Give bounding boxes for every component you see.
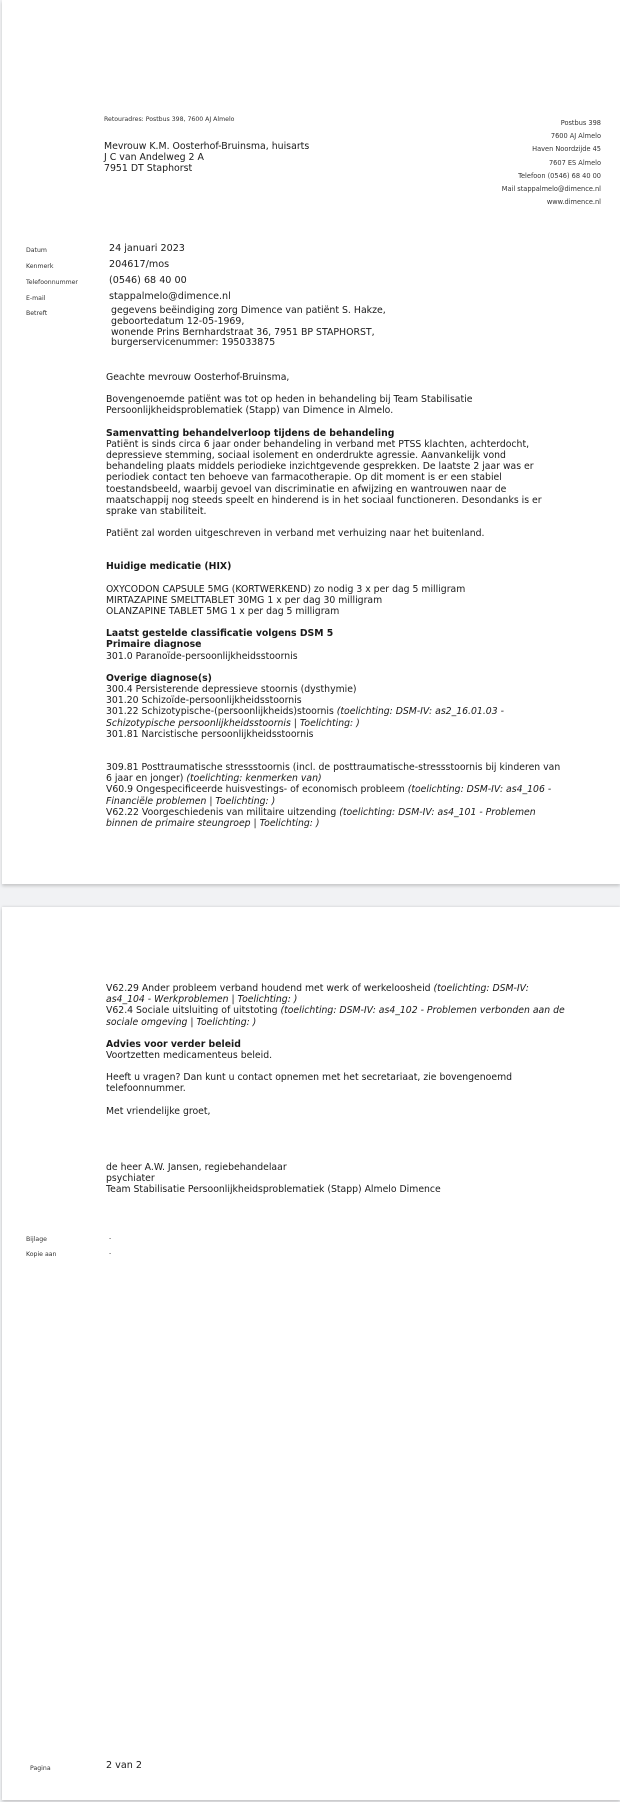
diagnosis-item [106, 729, 566, 740]
recipient-address [104, 141, 309, 175]
summary-line: sprake van stabiliteit. [106, 506, 207, 518]
medication-item: MIRTAZAPINE SMELTTABLET 30MG 1 x per dag 30 milligram [106, 594, 383, 606]
medication-item: OXYCODON CAPSULE 5MG (KORTWERKEND) zo nodig 3 x per dag 5 milligram [106, 583, 466, 595]
diagnosis-item [106, 762, 566, 784]
signature-line: Team Stabilisatie Persoonlijkheidsproblematiek (Stapp) Almelo Dimence [106, 1184, 441, 1196]
summary-line: periodiek contact ten behoeve van farmacotherapie. Op dit moment is er een stabiel [106, 472, 502, 484]
summary-line: behandeling plaats middels periodieke inzichtgevende gesprekken. De laatste 2 jaar was er [106, 461, 534, 473]
betreft-line: gegevens beëindiging zorg Dimence van patiënt S. Hakze, [111, 305, 386, 316]
summary-line: toestandsbeeld, waarbij gevoel van discriminatie en afwijzing en wantrouwen naar de [106, 483, 507, 495]
diagnosis-item [106, 983, 566, 1005]
diagnosis-text: 300.4 Persisterende depressieve stoornis (dysthymie) [106, 684, 357, 696]
sender-line: Haven Noordzijde 45 [532, 145, 601, 154]
diagnosis-note: (toelichting: DSM-IV: as4_104 - Werkproblemen | Toelichting: ) [106, 983, 529, 1006]
classification-heading: Laatst gestelde classificatie volgens DSM 5 [106, 628, 334, 640]
discharge-text: Patiënt zal worden uitgeschreven in verband met verhuizing naar het buitenland. [106, 528, 485, 540]
betreft-value [111, 306, 386, 349]
diagnosis-note: (toelichting: DSM-IV: as4_102 - Problemen verbonden aan de sociale omgeving | Toelichting: ) [106, 1005, 565, 1028]
sender-line: Mail stappalmelo@dimence.nl [501, 185, 601, 194]
summary-heading: Samenvatting behandelverloop tijdens de behandeling [106, 427, 395, 439]
summary-line: maatschappij nog steeds speelt en hinderend is in het sociaal functioneren. Desondanks is er [106, 494, 542, 506]
recipient-line: J C van Andelweg 2 A [104, 152, 204, 164]
advice-heading: Advies voor verder beleid [106, 1038, 241, 1050]
datum-value: 24 januari 2023 [109, 243, 185, 254]
diagnosis-item [106, 807, 566, 829]
diagnosis-text: 301.81 Narcistische persoonlijkheidsstoornis [106, 728, 314, 740]
advice-text: Voortzetten medicamenteus beleid. [106, 1050, 273, 1062]
sender-website-link[interactable]: www.dimence.nl [546, 198, 601, 207]
primary-diagnosis-heading: Primaire diagnose [106, 639, 202, 651]
page-number: 2 van 2 [106, 1760, 142, 1771]
questions-text: Heeft u vragen? Dan kunt u contact opnemen met het secretariaat, zie bovengenoemd telefoonnummer. [106, 1072, 513, 1095]
bijlage-value: - [109, 1235, 112, 1242]
sender-line: 7607 ES Almelo [548, 158, 601, 167]
sender-line: Telefoon (0546) 68 40 00 [518, 171, 601, 180]
closing: Met vriendelijke groet, [106, 1105, 211, 1117]
intro-line: Bovengenoemde patiënt was tot op heden in behandeling bij Team Stabilisatie [106, 394, 473, 406]
betreft-label: Betreft [26, 310, 48, 317]
recipient-line: Mevrouw K.M. Oosterhof-Bruinsma, huisarts [104, 141, 310, 152]
primary-diagnosis: 301.0 Paranoïde-persoonlijkheidsstoornis [106, 650, 298, 662]
summary-line: depressieve stemming, sociaal isolement en onderdrukte agressie. Aanvankelijk vond [106, 450, 506, 462]
sender-line: 7600 AJ Almelo [550, 132, 601, 141]
signature-line: de heer A.W. Jansen, regiebehandelaar [106, 1161, 287, 1173]
intro-line: Persoonlijkheidsproblematiek (Stapp) van Dimence in Almelo. [106, 405, 394, 417]
telefoon-value: (0546) 68 40 00 [109, 275, 187, 286]
email-label: E-mail [26, 295, 46, 302]
kopie-label: Kopie aan [26, 1251, 57, 1258]
datum-label: Datum [26, 247, 47, 254]
kenmerk-label: Kenmerk [26, 263, 54, 270]
email-link[interactable]: stappalmelo@dimence.nl [109, 291, 231, 302]
medication-heading: Huidige medicatie (HIX) [106, 561, 232, 573]
kenmerk-value: 204617/mos [109, 259, 170, 270]
pagina-label: Pagina [30, 1765, 51, 1772]
bijlage-label: Bijlage [26, 1236, 47, 1243]
other-diagnoses-heading: Overige diagnose(s) [106, 672, 212, 684]
diagnosis-item [106, 695, 566, 706]
betreft-line: geboortedatum 12-05-1969, [111, 315, 245, 327]
diagnosis-item [106, 706, 566, 728]
kopie-value: - [109, 1250, 112, 1257]
diagnosis-text: V60.9 Ongespecificeerde huisvestings- of economisch probleem [106, 784, 408, 796]
medication-item: OLANZAPINE TABLET 5MG 1 x per dag 5 milligram [106, 606, 340, 618]
betreft-line: burgerservicenummer: 195033875 [111, 337, 276, 349]
document-page-1 [2, 0, 620, 884]
diagnosis-text: 301.20 Schizoïde-persoonlijkheidsstoornis [106, 695, 302, 707]
summary-line: Patiënt is sinds circa 6 jaar onder behandeling in verband met PTSS klachten, achterdocht, [106, 438, 530, 450]
diagnosis-text: 309.81 Posttraumatische stressstoornis (incl. de posttraumatische-stressstoornis bij kinderen van 6 jaar en jonger) [106, 762, 561, 785]
betreft-line: wonende Prins Bernhardstraat 36, 7951 BP STAPHORST, [111, 326, 375, 338]
diagnosis-item [106, 784, 566, 806]
sender-block [381, 117, 601, 209]
return-address: Retouradres: Postbus 398, 7600 AJ Almelo [104, 116, 235, 123]
diagnosis-item [106, 1005, 566, 1027]
diagnosis-item [106, 684, 566, 695]
diagnosis-note: (toelichting: DSM-IV: as4_106 - Financiële problemen | Toelichting: ) [106, 784, 552, 807]
diagnosis-text: V62.22 Voorgeschiedenis van militaire uitzending [106, 806, 340, 818]
letter-body [106, 372, 566, 829]
recipient-line: 7951 DT Staphorst [104, 163, 193, 175]
diagnosis-note: (toelichting: DSM-IV: as4_101 - Problemen binnen de primaire steungroep | Toelichting: ) [106, 806, 536, 830]
diagnosis-text: V62.4 Sociale uitsluiting of uitstoting [106, 1005, 281, 1017]
signature-line: psychiater [106, 1173, 155, 1185]
telefoon-label: Telefoonnummer [26, 279, 78, 286]
diagnosis-note: (toelichting: DSM-IV: as2_16.01.03 - Schizotypische persoonlijkheidsstoornis | Toelichting: ) [106, 706, 504, 729]
salutation: Geachte mevrouw Oosterhof-Bruinsma, [106, 372, 290, 383]
diagnosis-text: V62.29 Ander probleem verband houdend met werk of werkeloosheid [106, 983, 434, 994]
letter-body-continued [106, 983, 566, 1195]
diagnosis-note: (toelichting: kenmerken van) [186, 773, 322, 785]
diagnosis-text: 301.22 Schizotypische-(persoonlijkheids)stoornis [106, 706, 337, 718]
document-page-2 [2, 907, 620, 1800]
sender-line: Postbus 398 [560, 119, 601, 127]
